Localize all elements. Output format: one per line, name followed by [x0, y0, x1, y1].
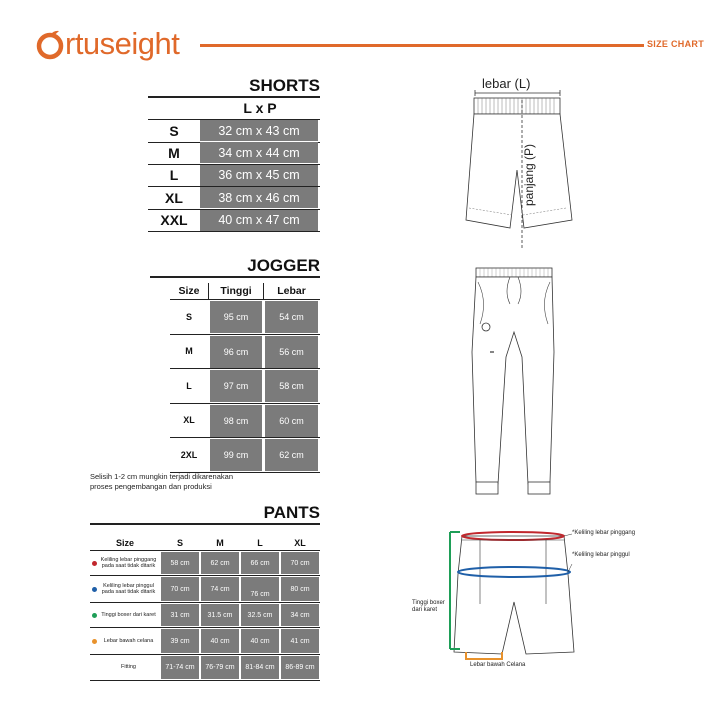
pants-row-label: Keliling lebar pinggul pada saat tidak ditarik — [101, 582, 156, 595]
pants-value-cell: 40 cm — [201, 629, 239, 653]
pants-value-cell: 41 cm — [281, 629, 319, 653]
pants-value-cell: 31.5 cm — [201, 604, 239, 626]
note-line-1: Selisih 1-2 cm mungkin terjadi dikarenakan — [90, 472, 233, 481]
pants-value-cell: 71-74 cm — [161, 656, 199, 679]
pants-value-cell: 31 cm — [161, 604, 199, 626]
jogger-header-sep-2 — [263, 283, 264, 299]
jogger-header-tinggi: Tinggi — [220, 285, 252, 297]
jogger-lebar-value: 54 cm — [265, 301, 318, 333]
pants-value-cell: 58 cm — [161, 552, 199, 574]
jogger-header-sep-1 — [208, 283, 209, 299]
pants-value-cell: 39 cm — [161, 629, 199, 653]
jogger-size-label: M — [185, 346, 193, 357]
pants-header-s: S — [176, 538, 183, 548]
shorts-size-label: L — [169, 167, 179, 184]
pants-row-label-wrap — [92, 603, 158, 627]
anno-hip: *Keliling lebar pinggul — [572, 552, 630, 558]
size-chart-label: SIZE CHART — [647, 39, 704, 49]
jogger-size-label: S — [185, 311, 192, 322]
pants-row-label: Lebar bawah celana — [103, 637, 154, 644]
pants-row-label: Tinggi boxer dari karet — [101, 611, 156, 618]
pants-value-cell: 34 cm — [281, 604, 319, 626]
shorts-length-label-wrap — [518, 132, 540, 222]
shorts-size-value: 34 cm x 44 cm — [200, 142, 318, 163]
shorts-size-label: M — [168, 144, 180, 161]
jogger-tinggi-value: 99 cm — [210, 439, 262, 471]
anno-waist: *Keliling lebar pinggang — [572, 530, 636, 536]
shorts-size-value: 32 cm x 43 cm — [200, 120, 318, 141]
pants-value-cell: 81-84 cm — [241, 656, 279, 679]
shorts-length-label: panjang (P) — [522, 143, 536, 207]
shorts-row-rule — [148, 231, 320, 232]
note-line-2: proses pengembangan dan produksi — [90, 482, 212, 491]
jogger-tinggi-value: 98 cm — [210, 405, 262, 437]
pants-row-label: Fitting — [121, 664, 136, 671]
pants-row-label: Keliling lebar pinggang pada saat tidak ditarik — [100, 556, 157, 569]
anno-height: Tinggi boxer dari karet — [412, 600, 445, 613]
pants-row-label-wrap — [92, 655, 158, 680]
shorts-size-value: 36 cm x 45 cm — [200, 165, 318, 186]
pants-row-label-wrap — [92, 628, 158, 654]
pants-value-cell: 70 cm — [281, 552, 319, 574]
pants-value-cell: 62 cm — [201, 552, 239, 574]
legend-dot-icon — [92, 587, 97, 592]
pants-header-m: M — [216, 538, 224, 548]
pants-row-label-wrap — [92, 576, 158, 602]
shorts-size-value: 38 cm x 46 cm — [200, 187, 318, 208]
pants-header-l: L — [257, 538, 263, 548]
shorts-col-header: L x P — [243, 100, 277, 116]
pants-value-cell: 40 cm — [241, 629, 279, 653]
jogger-header-lebar: Lebar — [277, 285, 306, 297]
anno-bottom: Lebar bawah Celana — [470, 662, 526, 668]
jogger-tinggi-value: 95 cm — [210, 301, 262, 333]
jogger-diagram — [466, 262, 566, 502]
jogger-size-label: XL — [183, 415, 195, 426]
jogger-size-label: L — [186, 380, 192, 391]
pants-title: PANTS — [263, 503, 320, 522]
brand-name: rtuseight — [65, 26, 180, 61]
shorts-size-label: S — [169, 122, 179, 139]
pants-value-cell: 70 cm — [161, 577, 199, 601]
jogger-size-label: 2XL — [180, 449, 198, 460]
pants-row-label-wrap — [92, 551, 158, 575]
boxer-diagram — [440, 524, 590, 669]
jogger-tinggi-value: 97 cm — [210, 370, 262, 402]
logo-o-icon — [36, 30, 64, 58]
pants-value-cell: 80 cm — [281, 577, 319, 601]
jogger-title: JOGGER — [247, 256, 320, 275]
pants-value-cell: 32.5 cm — [241, 604, 279, 626]
jogger-lebar-value: 60 cm — [265, 405, 318, 437]
pants-value-cell: 76 cm — [241, 577, 279, 601]
shorts-title: SHORTS — [249, 76, 320, 95]
shorts-size-label: XXL — [160, 212, 188, 229]
legend-dot-icon — [92, 561, 97, 566]
legend-dot-icon — [92, 639, 97, 644]
brand-logo — [36, 26, 179, 62]
jogger-header-size: Size — [178, 285, 200, 297]
pants-value-cell: 76-79 cm — [201, 656, 239, 679]
shorts-size-label: XL — [165, 189, 183, 206]
jogger-top-rule — [150, 276, 320, 278]
shorts-width-label: lebar (L) — [482, 76, 531, 91]
pants-header-size: Size — [115, 538, 134, 548]
pants-header-xl: XL — [294, 538, 306, 548]
jogger-lebar-value: 56 cm — [265, 336, 318, 368]
pants-value-cell: 74 cm — [201, 577, 239, 601]
shorts-size-value: 40 cm x 47 cm — [200, 210, 318, 231]
pants-value-cell: 66 cm — [241, 552, 279, 574]
legend-dot-icon — [92, 613, 97, 618]
pants-value-cell: 86-89 cm — [281, 656, 319, 679]
measurement-note — [90, 472, 290, 492]
jogger-lebar-value: 58 cm — [265, 370, 318, 402]
jogger-lebar-value: 62 cm — [265, 439, 318, 471]
jogger-tinggi-value: 96 cm — [210, 336, 262, 368]
header-divider — [200, 44, 644, 47]
pants-row-rule — [90, 680, 320, 681]
pants-top-rule — [90, 523, 320, 525]
